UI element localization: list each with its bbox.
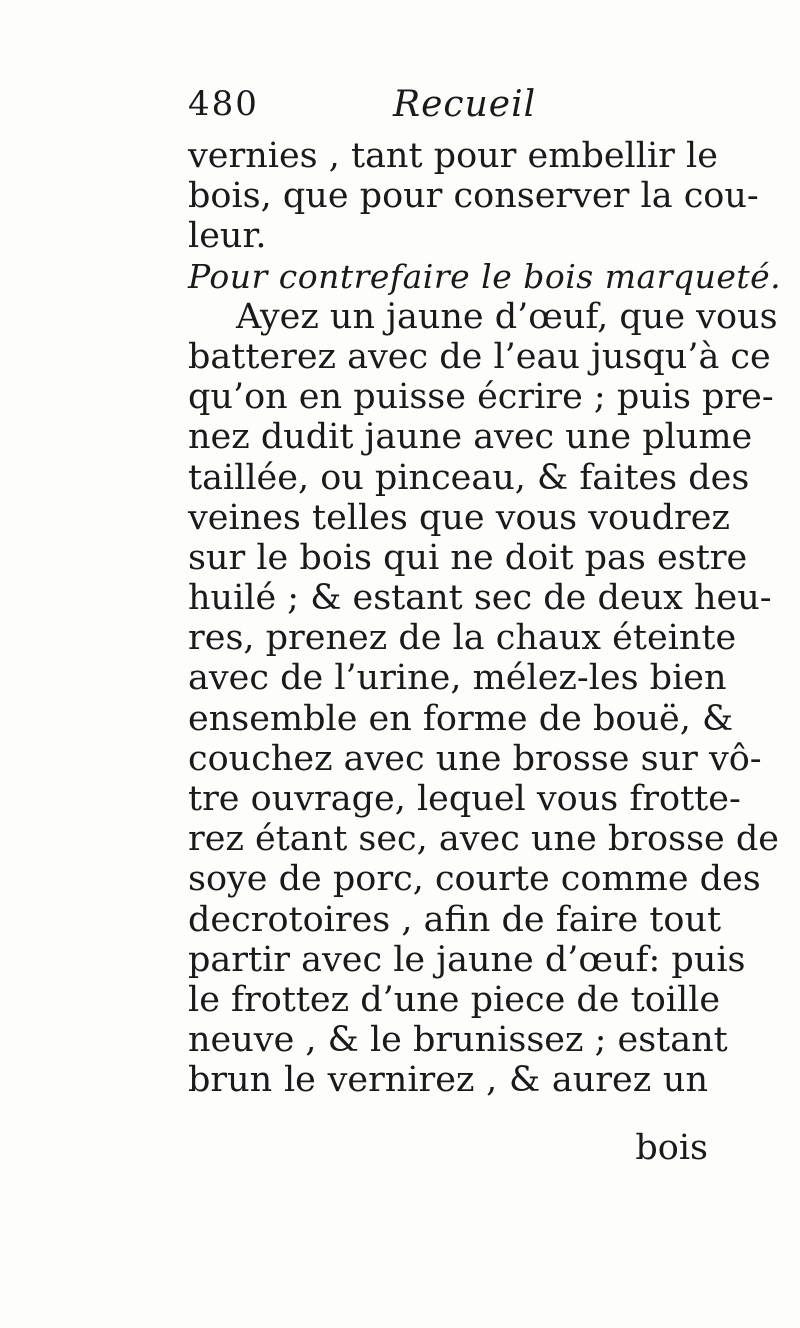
- text-line: couchez avec une brosse sur vô-: [188, 738, 762, 779]
- text-line: tre ouvrage, lequel vous frotte-: [188, 779, 741, 819]
- catchword: bois: [635, 1128, 708, 1168]
- text-line: decrotoires , afin de faire tout: [188, 899, 722, 940]
- text-line: neuve , & le brunissez ; estant: [188, 1020, 728, 1061]
- text-line: partir avec le jaune d’œuf: puis: [188, 939, 746, 980]
- text-line: Ayez un jaune d’œuf, que vous: [236, 296, 778, 337]
- text-line: le frottez d’une piece de toille: [188, 979, 721, 1020]
- text-line: rez étant sec, avec une brosse de: [188, 819, 780, 860]
- text-line: vernies , tant pour embellir le: [188, 136, 718, 176]
- text-line: soye de porc, courte comme des: [188, 859, 761, 900]
- text-line: bois, que pour conserver la cou-: [188, 176, 759, 217]
- text-line: avec de l’urine, mélez-les bien: [188, 658, 727, 699]
- text-line: batterez avec de l’eau jusqu’à ce: [188, 336, 771, 377]
- text-line: ensemble en forme de bouë, &: [188, 698, 734, 739]
- running-title: Recueil: [393, 84, 537, 125]
- text-line: veines telles que vous voudrez: [188, 497, 730, 538]
- text-line: sur le bois qui ne doit pas estre: [188, 537, 748, 578]
- page-number: 480: [188, 84, 259, 124]
- text-line: leur.: [188, 216, 267, 257]
- text-line: huilé ; & estant sec de deux heu-: [188, 578, 772, 619]
- text-line: qu’on en puisse écrire ; puis pre-: [188, 377, 774, 418]
- text-line: nez dudit jaune avec une plume: [188, 417, 753, 458]
- page-text: [188, 136, 782, 1101]
- text-line: brun le vernirez , & aurez un: [188, 1060, 708, 1101]
- text-line: res, prenez de la chaux éteinte: [188, 618, 737, 659]
- section-heading: Pour contrefaire le bois marqueté.: [188, 256, 782, 296]
- text-line: taillée, ou pinceau, & faites des: [188, 457, 750, 498]
- page-header: [188, 84, 708, 132]
